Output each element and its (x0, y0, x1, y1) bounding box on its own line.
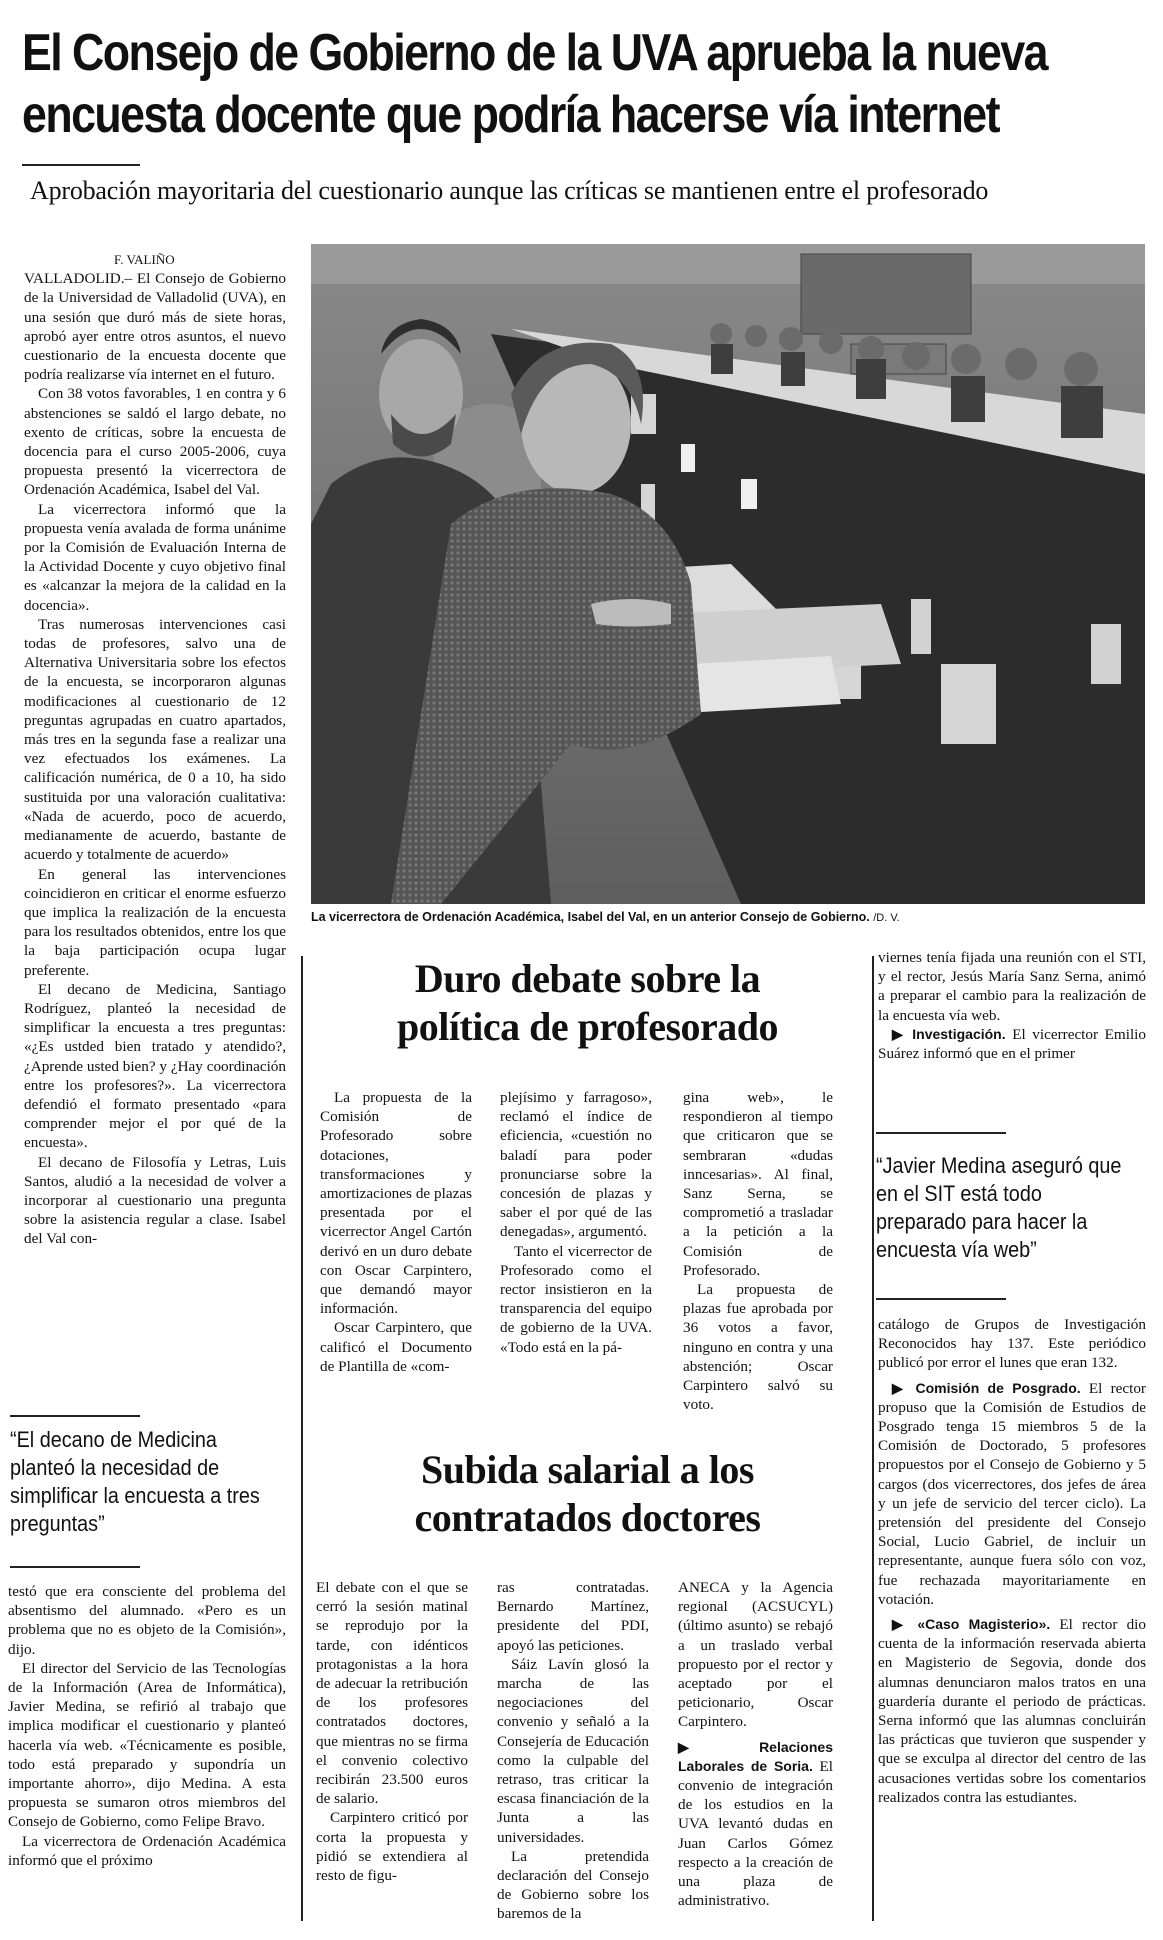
pull-quote-left: “El decano de Medicina planteó la necesidad de simplificar la encuesta a tres preguntas” (10, 1427, 260, 1536)
paragraph-text: El vicerrector Emilio Suárez informó que en el primer (878, 1025, 1146, 1063)
photo-council-meeting (311, 244, 1145, 904)
photo-caption (311, 910, 1145, 924)
paragraph-text: El rector propuso que la Comisión de Estudios de Posgrado tenga 15 miembros 5 de la Comisión de Doctorado, 5 profesores propuestos por el Consejo de Gobierno y 5 cargos (dos vicerrectores, dos jefes de área y un jefe de servicio del tercer ciclo). La pretensión del presidente del Consejo Social, Lucio Gabriel, de incluir un representante, aunque fuera sólo con voz, fue rechazada mayoritariamente en votación. (878, 1379, 1146, 1608)
paragraph (878, 1615, 1146, 1807)
photo-illustration (311, 244, 1145, 904)
paragraph: VALLADOLID.– El Consejo de Gobierno de la Universidad de Valladolid (UVA), en una sesión que duró más de siete horas, aprobó ayer entre otros asuntos, el nuevo cuestionario de la encuesta docente que podría realizarse vía internet en el futuro. (24, 270, 286, 384)
paragraph: Tanto el vicerrector de Profesorado como el rector insistieron en la transparencia del equipo de gobierno de la UVA. «Todo está en la pá- (500, 1242, 652, 1356)
paragraph: El debate con el que se cerró la sesión matinal se reprodujo por la tarde, con idénticos protagonistas a la hora de adecuar la retribución de los profesores contratados doctores, que mientras no se firma el convenio colectivo recibirán 23.500 euros de salario. (316, 1579, 468, 1808)
box-border-left (301, 1441, 303, 1921)
right-column-top (878, 948, 1146, 1063)
headline-line-2: encuesta docente que podría hacerse vía internet (22, 86, 999, 144)
paragraph (878, 1025, 1146, 1063)
quote-rule-top (876, 1132, 1006, 1134)
right-column-bottom (878, 1315, 1146, 1807)
headline (22, 22, 1048, 146)
box-border-right (872, 956, 874, 1441)
box-border-right (872, 1441, 874, 1921)
paragraph: La pretendida declaración del Consejo de Gobierno sobre los baremos de la (497, 1847, 649, 1923)
section2-column-2 (497, 1578, 649, 1924)
headline-rule (22, 164, 140, 166)
paragraph: testó que era consciente del problema del absentismo del alumnado. «Pero es un problema que no es objeto de la Comisión», dijo. (8, 1583, 286, 1658)
paragraph: La vicerrectora de Ordenación Académica informó que el próximo (8, 1832, 286, 1869)
pull-quote-right: “Javier Medina aseguró que en el SIT está todo preparado para hacer la encuesta vía web” (876, 1153, 1122, 1262)
paragraph: Carpintero criticó por corta la propuesta y pidió se extendiera al resto de figu- (316, 1809, 468, 1885)
caption-text: La vicerrectora de Ordenación Académica, Isabel del Val, en un anterior Consejo de Gobierno. (311, 910, 870, 924)
subtitle: Aprobación mayoritaria del cuestionario aunque las críticas se mantienen entre el profesorado (30, 176, 989, 205)
quote-rule-top (10, 1415, 140, 1417)
left-column-bottom (8, 1582, 286, 1870)
paragraph: Tras numerosas intervenciones casi todas de profesores, salvo una de Alternativa Universitaria sobre los efectos de la encuesta, se incorporaron algunas modificaciones al cuestionario de 12 preguntas agrupadas en cuatro apartados, más tres en la segunda fase a realizar una vez efectuados los exámenes. La calificación numérica, de 0 a 10, ha sido sustituida por una valoración cualitativa: «Nada de acuerdo, poco de acuerdo, medianamente de acuerdo, bastante de acuerdo y totalmente de acuerdo» (24, 615, 286, 864)
lead-investigacion: ▶ Investigación. (892, 1025, 1006, 1042)
paragraph: viernes tenía fijada una reunión con el STI, y el rector, Jesús María Sanz Serna, animó a preparar el cambio para la realización de la encuesta vía web. (878, 949, 1146, 1024)
byline: F. VALIÑO (114, 252, 175, 267)
section-title-line: Duro debate sobre la (414, 956, 761, 1001)
paragraph: catálogo de Grupos de Investigación Reconocidos hay 137. Este periódico publicó por error el lunes que eran 132. (878, 1316, 1146, 1372)
lead-relaciones-laborales: ▶ Relaciones Laborales de Soria. (678, 1738, 833, 1774)
section1-column-2 (500, 1088, 652, 1357)
paragraph: En general las intervenciones coincidieron en criticar el enorme esfuerzo que implica la realización de la encuesta para los resultados obtenidos, entre los que la baja participación ocupa lugar preferente. (24, 865, 286, 979)
paragraph: El decano de Medicina, Santiago Rodríguez, planteó la necesidad de simplificar la encuesta a tres preguntas: «¿Es ustded bien tratado y atendido?, ¿Aprende usted bien? y ¿Hay coordinación entre los profesores?». La vicerrectora defendió el formato presentado «para comprender mejor el por qué de la encuesta». (24, 980, 286, 1152)
section-title-line: Subida salarial a los (421, 1447, 754, 1492)
quote-rule-bottom (876, 1298, 1006, 1300)
section-title-line: contratados doctores (414, 1495, 761, 1540)
headline-line-1: El Consejo de Gobierno de la UVA aprueba la nueva (22, 24, 1048, 82)
section2-column-3 (678, 1578, 833, 1910)
section-title-line: política de profesorado (396, 1004, 779, 1049)
lead-magisterio: ▶ «Caso Magisterio». (892, 1616, 1051, 1633)
paragraph: gina web», le respondieron al tiempo que criticaron que se sembraran «dudas inncesarias». Al final, Sanz Serna, se comprometió a trasladar a la petición a la Comisión de Profesorado. (683, 1089, 833, 1279)
paragraph: El decano de Filosofía y Letras, Luis Santos, aludió a la necesidad de volver a incorporar al cuestionario una pregunta sobre la asistencia regular a clase. Isabel del Val con- (24, 1153, 286, 1248)
paragraph: ANECA y la Agencia regional (ACSUCYL) (último asunto) se rebajó a un traslado verbal propuesto por el rector y aceptado por el peticionario, Oscar Carpintero. (678, 1579, 833, 1731)
box-border-left (301, 956, 303, 1441)
paragraph: El director del Servicio de las Tecnologías de la Información (Area de Informática), Javier Medina, se refirió al trabajo que implica modificar el cuestionario y planteó hacerla vía web. «Técnicamente es posible, todo está preparado y supondría un importante ahorro», dijo Medina. A esta propuesta se sumaron otros miembros del Consejo de Gobierno, como Felipe Bravo. (8, 1659, 286, 1831)
paragraph-text: El rector dio cuenta de la información reservada abierta en Magisterio de Segovia, donde dos alumnas denunciaron malos tratos en una guardería durante el periodo de prácticas. Serna informó que las alumnas concluirán las prácticas que tuvieron que suspender y que se exculpa al director del centro de las acusaciones vertidas sobre los comentarios realizados contra las estudiantes. (878, 1616, 1146, 1806)
section-title-profesorado (310, 955, 865, 1051)
paragraph: Oscar Carpintero, que calificó el Documento de Plantilla de «com- (320, 1319, 472, 1375)
left-column-top (24, 250, 286, 1249)
lead-posgrado: ▶ Comisión de Posgrado. (892, 1379, 1081, 1396)
photo-credit: /D. V. (873, 912, 900, 924)
paragraph-text: El convenio de integración de los estudios en la UVA levantó dudas en Juan Carlos Gómez respecto a la creación de una plaza de administrativo. (678, 1757, 833, 1910)
section1-column-3 (683, 1088, 833, 1414)
quote-rule-bottom (10, 1566, 140, 1568)
paragraph: ras contratadas. Bernardo Martínez, presidente del PDI, apoyó las peticiones. (497, 1579, 649, 1654)
paragraph: Con 38 votos favorables, 1 en contra y 6 abstenciones se saldó el largo debate, no exento de críticas, sobre la encuesta de docencia para el curso 2005-2006, cuya propuesta presentó la vicerrectora de Ordenación Académica, Isabel del Val. (24, 385, 286, 499)
paragraph: La propuesta de plazas fue aprobada por 36 votos a favor, ninguno en contra y una abstención; Oscar Carpintero salvó su voto. (683, 1281, 833, 1414)
paragraph: plejísimo y farragoso», reclamó el índice de eficiencia, «cuestión no baladí para poder pronunciarse sobre la concesión de plazas y saber el por qué de las denegadas», argumentó. (500, 1089, 652, 1241)
section1-column-1 (320, 1088, 472, 1376)
section2-column-1 (316, 1578, 468, 1885)
paragraph (678, 1738, 833, 1911)
paragraph: La propuesta de la Comisión de Profesorado sobre dotaciones, transformaciones y amortizaciones de plazas presentada por el vicerrector Angel Cartón derivó en un duro debate con Oscar Carpintero, que demandó mayor información. (320, 1089, 472, 1318)
section-title-salarial (310, 1446, 865, 1542)
paragraph (878, 1379, 1146, 1609)
paragraph: La vicerrectora informó que la propuesta venía avalada de forma unánime por la Comisión de Evaluación Interna de la Actividad Docente y cuyo objetivo final es «alcanzar la mejora de la calidad en la docencia». (24, 500, 286, 614)
paragraph: Sáiz Lavín glosó la marcha de las negociaciones del convenio y señaló a la Consejería de Educación como la culpable del retraso, tras criticar la escasa financiación de la Junta a las universidades. (497, 1655, 649, 1846)
